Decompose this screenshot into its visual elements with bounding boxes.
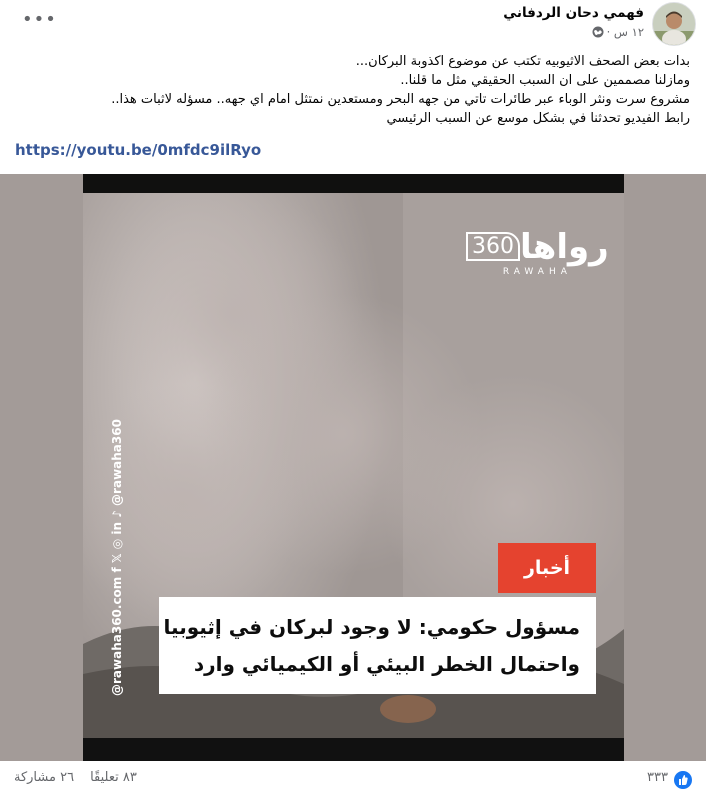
social-handles: @rawaha360.com f 𝕏 ◎ in ♪ @rawaha360 (110, 419, 124, 696)
youtube-link[interactable]: https://youtu.be/0mfdc9ilRyo (15, 141, 262, 159)
video-headline (159, 597, 596, 694)
video-top-band (83, 174, 624, 193)
rawaha-logo (466, 229, 609, 277)
logo-text: رواها (520, 227, 609, 267)
thumbs-up-icon (674, 771, 692, 789)
video-bottom-band (83, 738, 624, 761)
avatar-image (653, 3, 695, 45)
logo-subtitle: RAWAHA (502, 267, 572, 277)
news-tag: أخبار (498, 543, 596, 593)
post-line: مشروع سرت ونثر الوباء عبر طائرات تاتي من جهه البحر ومستعدين نمتثل امام اي جهه.. مسؤله لاثبات هذا.. (111, 92, 690, 107)
post-meta (592, 25, 644, 39)
post-time[interactable]: ١٢ س · (606, 25, 644, 39)
video-frame[interactable] (83, 174, 624, 761)
more-options-button[interactable]: ••• (22, 9, 57, 30)
video-preview[interactable] (0, 174, 706, 761)
headline-line: مسؤول حكومي: لا وجود لبركان في إثيوبيا (163, 615, 580, 639)
globe-icon (592, 26, 604, 38)
post-footer (0, 762, 706, 800)
post-line: بدات بعض الصحف الاثيوبيه تكتب عن موضوع اكذوبة البركان... (355, 54, 690, 69)
like-reaction-icon[interactable] (674, 771, 692, 789)
comment-count[interactable]: ٨٣ تعليقًا (90, 770, 137, 785)
reaction-count[interactable]: ٣٣٣ (647, 770, 668, 785)
share-count[interactable]: ٢٦ مشاركة (14, 770, 75, 785)
post-line: ومازلنا مصممين على ان السبب الحقيقي مثل ما قلنا.. (400, 73, 690, 88)
engagement-stats (14, 770, 137, 785)
headline-line: واحتمال الخطر البيئي أو الكيميائي وارد (193, 652, 580, 676)
author-name[interactable]: فهمي دحان الردفاني (503, 5, 644, 21)
logo-number: 360 (466, 232, 520, 261)
post-line: رابط الفيديو تحدثنا في بشكل موسع عن السبب الرئيسي (386, 111, 690, 126)
author-avatar[interactable] (652, 2, 696, 46)
post-text (30, 52, 690, 128)
